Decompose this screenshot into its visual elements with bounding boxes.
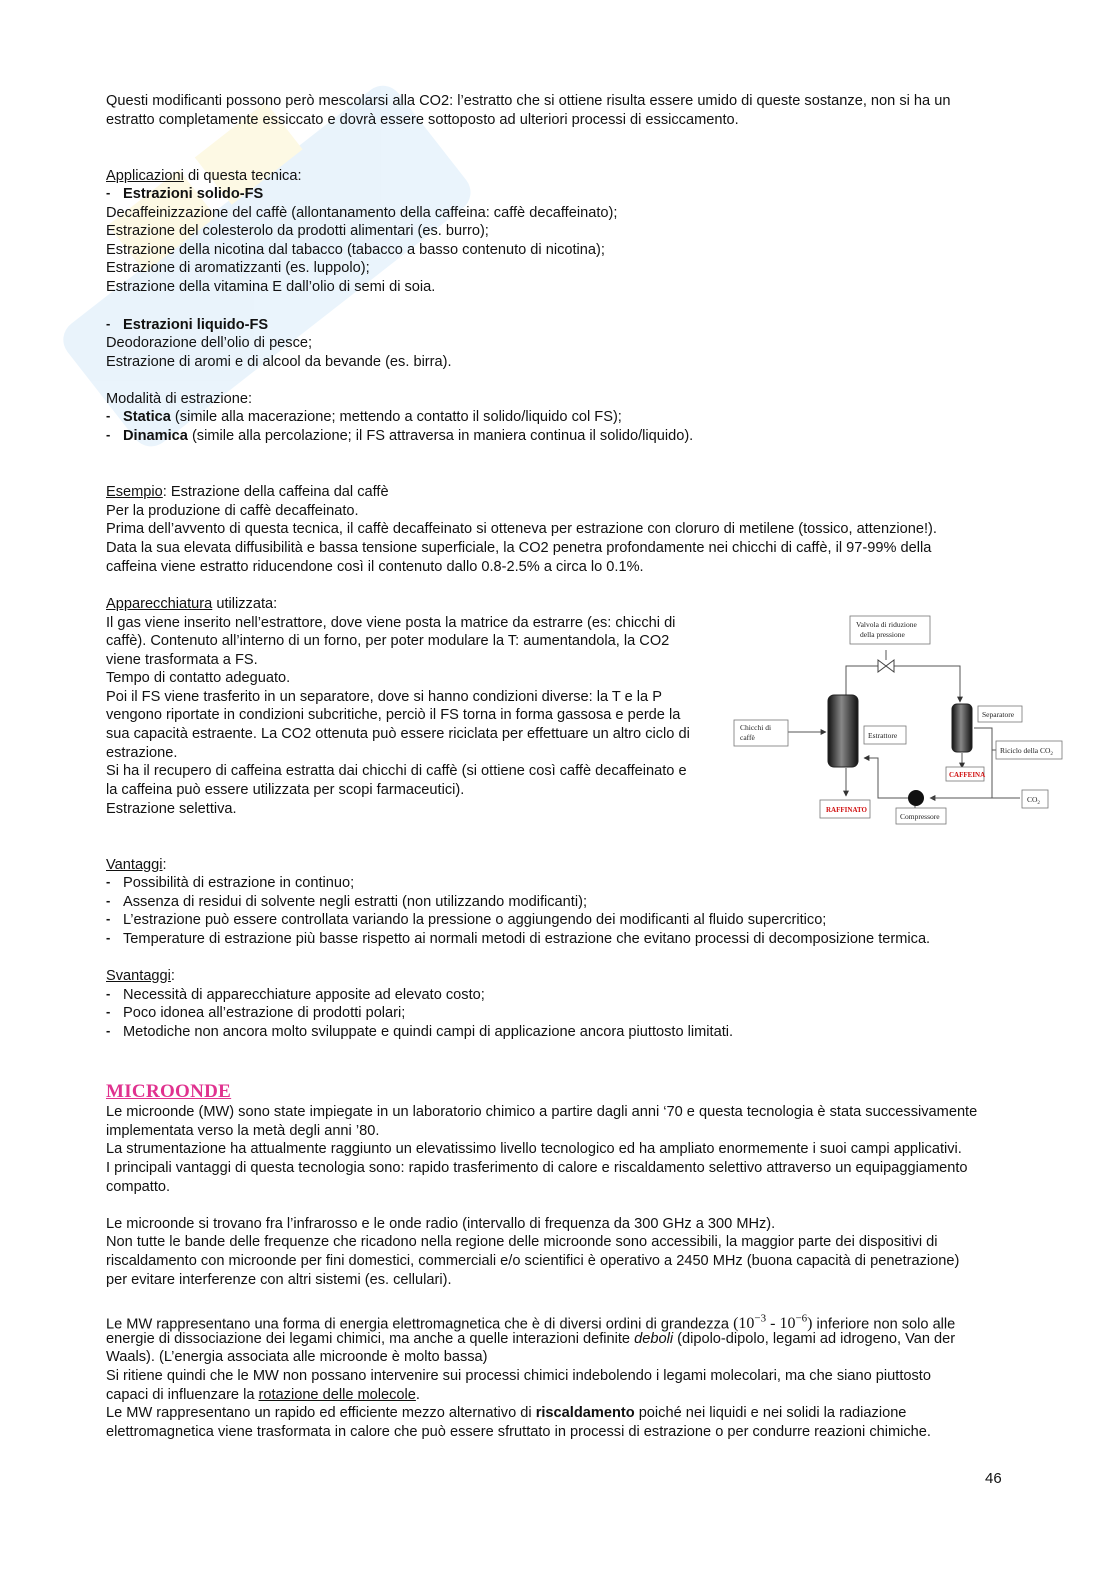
dash-bullet-icon: - [106, 408, 111, 423]
compressore-label: Compressore [900, 812, 940, 821]
esempio-title: Esempio: Estrazione della caffeina dal caffè [106, 484, 389, 500]
esempio-line: Prima dell’avvento di questa tecnica, il caffè decaffeinato si otteneva per estrazione con cloruro di metilene (tossico, attenzione!). [106, 521, 937, 537]
valve-label-2: della pressione [860, 630, 905, 639]
page-number: 46 [985, 1470, 1002, 1487]
apparecchiatura-title: Apparecchiatura utilizzata: [106, 596, 278, 612]
raffinato-label: RAFFINATO [826, 806, 867, 814]
vantaggi-item: L’estrazione può essere controllata variando la pressione o aggiungendo dei modificanti al fluido supercritico; [123, 912, 827, 928]
estrattore-label: Estrattore [868, 731, 898, 740]
esempio-line: Data la sua elevata diffusibilità e bassa tensione superficiale, la CO2 penetra profondamente nei chicchi di caffè, il 97-99% della [106, 540, 932, 556]
vantaggi-item: Assenza di residui di solvente negli estratti (non utilizzando modificanti); [123, 894, 587, 910]
chicchi-label-2: caffè [740, 733, 755, 742]
liquido-item: Estrazione di aromi e di alcool da bevande (es. birra). [106, 354, 452, 370]
liquido-item: Deodorazione dell’olio di pesce; [106, 335, 313, 351]
liquido-label: Estrazioni liquido-FS [123, 317, 269, 333]
co2-label: $CO_2$ [1027, 795, 1040, 806]
apparecchiatura-line: Estrazione selettiva. [106, 801, 237, 817]
solido-item: Estrazione del colesterolo da prodotti alimentari (es. burro); [106, 223, 489, 239]
dash-bullet-icon: - [106, 316, 111, 331]
esempio-line: Per la produzione di caffè decaffeinato. [106, 503, 359, 519]
chicchi-label-1: Chicchi di [740, 723, 772, 732]
intro-line-1: Questi modificanti possono però mescolarsi alla CO2: l’estratto che si ottiene risulta essere umido di queste sostanze, non si ha un [106, 93, 951, 109]
dash-bullet-icon: - [106, 986, 111, 1001]
modalita-dinamica: Dinamica (simile alla percolazione; il FS attraversa in maniera continua il solido/liquido). [123, 428, 694, 444]
riciclo-label: Riciclo della $CO_2$ [1000, 746, 1053, 757]
microonde-p3-line3: Waals). (L’energia associata alle microonde è molto bassa) [106, 1349, 488, 1365]
apparecchiatura-line: estrazione. [106, 745, 178, 761]
separator-vessel [952, 704, 972, 752]
compressor-icon [908, 790, 924, 806]
svantaggi-title: Svantaggi: [106, 968, 175, 984]
dash-bullet-icon: - [106, 911, 111, 926]
svantaggi-item: Poco idonea all’estrazione di prodotti polari; [123, 1005, 406, 1021]
microonde-p1-line: implementata verso la metà degli anni ’80. [106, 1123, 380, 1139]
dash-bullet-icon: - [106, 893, 111, 908]
dash-bullet-icon: - [106, 874, 111, 889]
apparecchiatura-line: Poi il FS viene trasferito in un separatore, dove si hanno condizioni diverse: la T e la P [106, 689, 662, 705]
apparecchiatura-line: Si ha il recupero di caffeina estratta dai chicchi di caffè (si ottiene così caffè decaffeinato e [106, 763, 687, 779]
section-heading-microonde: MICROONDE [106, 1081, 232, 1102]
microonde-p2-line: per evitare interferenze con altri sistemi (es. cellulari). [106, 1272, 452, 1288]
apparecchiatura-line: caffè). Contenuto all’interno di un forno, per poter modulare la T: aumentandola, la CO2 [106, 633, 670, 649]
microonde-p1-line: La strumentazione ha attualmente raggiunto un elevatissimo livello tecnologico ed ha ampliato enormemente i suoi campi applicativi. [106, 1141, 962, 1157]
microonde-p3-line2: energie di dissociazione dei legami chimici, ma anche a quelle interazioni definite deboli (dipolo-dipolo, legami ad idrogeno, Van der [106, 1331, 956, 1347]
microonde-p3-line6: Le MW rappresentano un rapido ed efficiente mezzo alternativo di riscaldamento poiché nei liquidi e nei solidi la radiazione [106, 1405, 907, 1421]
sfe-process-diagram [730, 610, 1070, 830]
esempio-line: caffeina viene estratto riducendone così il contenuto dallo 0.8-2.5% a circa lo 0.1%. [106, 559, 644, 575]
modalita-statica: Statica (simile alla macerazione; mettendo a contatto il solido/liquido col FS); [123, 409, 622, 425]
caffeina-label: CAFFEINA [949, 771, 986, 779]
vantaggi-item: Temperature di estrazione più basse rispetto ai normali metodi di estrazione che evitano processi di decomposizione termica. [123, 931, 931, 947]
apparecchiatura-line: la caffeina può essere utilizzata per scopi farmaceutici). [106, 782, 465, 798]
modalita-title: Modalità di estrazione: [106, 391, 253, 407]
applicazioni-title: Applicazioni di questa tecnica: [106, 168, 302, 184]
solido-label: Estrazioni solido-FS [123, 186, 264, 202]
dash-bullet-icon: - [106, 1004, 111, 1019]
solido-item: Estrazione di aromatizzanti (es. luppolo); [106, 260, 370, 276]
valve-icon [878, 660, 894, 672]
svantaggi-item: Necessità di apparecchiature apposite ad elevato costo; [123, 987, 485, 1003]
apparecchiatura-line: viene trasformata a FS. [106, 652, 258, 668]
microonde-p3-line5: capaci di influenzare la rotazione delle molecole. [106, 1387, 420, 1403]
intro-line-2: estratto completamente essiccato e dovrà essere sottoposto ad ulteriori processi di essiccamento. [106, 112, 739, 128]
microonde-p3-line1: Le MW rappresentano una forma di energia elettromagnetica che è di diversi ordini di grandezza $(10^{-3} - 10^{-6})$ inferiore non solo alle [106, 1313, 956, 1333]
microonde-p3-line7: elettromagnetica viene trasformata in calore che può essere sfruttato in processi di estrazione o per condurre reazioni chimiche. [106, 1424, 931, 1440]
energy-ratio-formula: $(10^{-3} - 10^{-6})$ [733, 1313, 813, 1333]
apparecchiatura-line: Il gas viene inserito nell’estrattore, dove viene posta la matrice da estrarre (es: chicchi di [106, 615, 676, 631]
vantaggi-item: Possibilità di estrazione in continuo; [123, 875, 355, 891]
apparecchiatura-line: vengono riportate in condizioni subcritiche, perciò il FS torna in forma gassosa e perde la [106, 707, 681, 723]
dash-bullet-icon: - [106, 427, 111, 442]
apparecchiatura-line: sua capacità estraente. La CO2 ottenuta può essere riciclata per effettuare un altro ciclo di [106, 726, 690, 742]
solido-item: Estrazione della vitamina E dall’olio di semi di soia. [106, 279, 436, 295]
vantaggi-title: Vantaggi: [106, 857, 167, 873]
separatore-label: Separatore [982, 710, 1015, 719]
microonde-p3-line4: Si ritiene quindi che le MW non possano intervenire sui processi chimici indebolendo i legami molecolari, ma che siano piuttosto [106, 1368, 931, 1384]
microonde-p1-line: I principali vantaggi di questa tecnologia sono: rapido trasferimento di calore e riscaldamento selettivo attraverso un equipaggiamento [106, 1160, 968, 1176]
valve-label-1: Valvola di riduzione [856, 620, 917, 629]
microonde-p2-line: Non tutte le bande delle frequenze che ricadono nella regione delle microonde sono accessibili, la maggior parte dei dispositivi di [106, 1234, 938, 1250]
dash-bullet-icon: - [106, 930, 111, 945]
dash-bullet-icon: - [106, 185, 111, 200]
apparecchiatura-line: Tempo di contatto adeguato. [106, 670, 291, 686]
microonde-p1-line: Le microonde (MW) sono state impiegate in un laboratorio chimico a partire dagli anni ‘70 e questa tecnologia è stata successivamente [106, 1104, 978, 1120]
svantaggi-item: Metodiche non ancora molto sviluppate e quindi campi di applicazione ancora piuttosto limitati. [123, 1024, 734, 1040]
microonde-p2-line: Le microonde si trovano fra l’infrarosso e le onde radio (intervallo di frequenza da 300 GHz a 300 MHz). [106, 1216, 776, 1232]
dash-bullet-icon: - [106, 1023, 111, 1038]
solido-item: Decaffeinizzazione del caffè (allontanamento della caffeina: caffè decaffeinato); [106, 205, 618, 221]
solido-item: Estrazione della nicotina dal tabacco (tabacco a basso contenuto di nicotina); [106, 242, 605, 258]
microonde-p1-line: compatto. [106, 1179, 171, 1195]
extractor-vessel [828, 695, 858, 767]
microonde-p2-line: riscaldamento con microonde per fini domestici, commerciali e/o scientifici è operativo a 2450 MHz (buona capacità di penetrazione) [106, 1253, 960, 1269]
